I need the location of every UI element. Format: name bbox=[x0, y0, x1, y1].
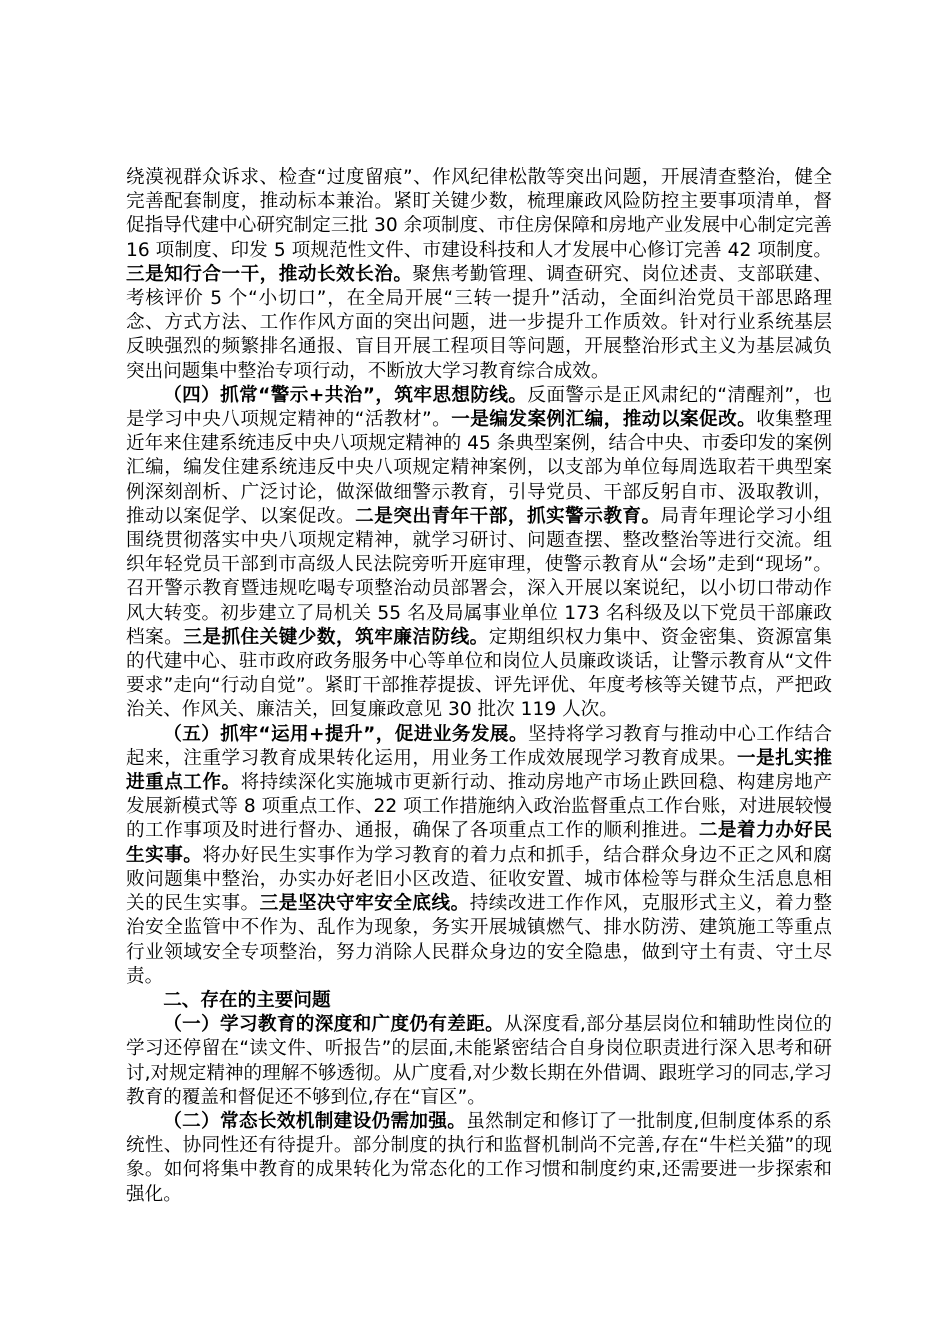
bold-text-run: 二是突出青年干部，抓实警示教育。 bbox=[355, 505, 661, 527]
text-run: 反面警示是正风肃纪的“清醒剂”，也是学习中央八项规定精神的“活教材”。 bbox=[126, 384, 832, 431]
text-run: 聚焦考勤管理、调查研究、岗位述责、支部联建、考核评价 5 个“小切口”，在全局开展“三转一提升”活动，全面纠治党员干部思路理念、方式方法、工作作风方面的突出问题，进一步提升工作质效。针对行业系统基层反映强烈的频繁排名通报、盲目开展工程项目等问题，开展整治形式主义为基层减负突出问题集中整治专项行动，不断放大学习教育综合成效。 bbox=[126, 263, 832, 382]
paragraph bbox=[126, 989, 832, 1013]
paragraph bbox=[126, 166, 832, 384]
document-body bbox=[126, 166, 832, 1207]
bold-text-run: （二）常态长效机制建设仍需加强。 bbox=[163, 1110, 467, 1132]
text-run: 将办好民生实事作为学习教育的着力点和抓手，结合群众身边不正之风和腐败问题集中整治，办实办好老旧小区改造、征收安置、城市体检等与群众生活息息相关的民生实事。 bbox=[126, 844, 832, 915]
bold-text-run: 三是抓住关键少数，筑牢廉洁防线。 bbox=[183, 626, 489, 648]
text-run: 收集整理近年来住建系统违反中央八项规定精神的 45 条典型案例，结合中央、市委印发的案例汇编，编发住建系统违反中央八项规定精神案例，以支部为单位每周选取若干典型案例深刻剖析、广泛讨论，做深做细警示教育，引导党员、干部反躬自市、汲取教训，推动以案促学、以案促改。 bbox=[126, 409, 832, 527]
bold-text-run: 二是着力办好民生实事。 bbox=[126, 820, 832, 866]
paragraph bbox=[126, 723, 832, 989]
text-run: 从深度看,部分基层岗位和辅助性岗位的学习还停留在“读文件、听报告”的层面,未能紧密结合自身岗位职责进行深入思考和研讨,对规定精神的理解不够透彻。从广度看,对少数长期在外借调、跟班学习的同志,学习教育的覆盖和督促还不够到位,存在“盲区”。 bbox=[126, 1014, 832, 1108]
text-run: 绕漠视群众诉求、检查“过度留痕”、作风纪律松散等突出问题，开展清查整治，健全完善配套制度，推动标本兼治。紧盯关键少数，梳理廉政风险防控主要事项清单，督促指导代建中心研究制定三批 30 余项制度、市住房保障和房地产业发展中心制定完善 16 项制度、印发 5 项规范性文件、市建设科技和人才发展中心修订完善 42 项制度。 bbox=[126, 167, 832, 261]
paragraph bbox=[126, 1110, 832, 1207]
bold-text-run: 一是编发案例汇编，推动以案促改。 bbox=[451, 409, 757, 431]
bold-text-run: 一是扎实推进重点工作。 bbox=[126, 747, 832, 794]
text-run: 将持续深化实施城市更新行动、推动房地产市场止跌回稳、构建房地产发展新模式等 8 项重点工作、22 项工作措施纳入政治监督重点工作台账，对进展较慢的工作事项及时进行督办、通报，确保了各项重点工作的顺利推进。 bbox=[126, 772, 832, 842]
text-run: 坚持将学习教育与推动中心工作结合起来，注重学习教育成果转化运用，用业务工作成效展现学习教育成果。 bbox=[126, 723, 832, 769]
bold-text-run: （五）抓牢“运用+提升”，促进业务发展。 bbox=[163, 723, 528, 745]
bold-text-run: （四）抓常“警示+共治”，筑牢思想防线。 bbox=[163, 384, 528, 406]
bold-text-run: 三是坚决守牢安全底线。 bbox=[259, 893, 470, 915]
bold-text-run: 二、存在的主要问题 bbox=[163, 989, 331, 1011]
text-run: 虽然制定和修订了一批制度,但制度体系的系统性、协同性还有待提升。部分制度的执行和监督机制尚不完善,存在“牛栏关猫”的现象。如何将集中教育的成果转化为常态化的工作习惯和制度约束,还需要进一步探索和强化。 bbox=[126, 1110, 832, 1205]
text-run: 持续改进工作作风，克服形式主义，着力整治安全监管中不作为、乱作为现象，务实开展城镇燃气、排水防涝、建筑施工等重点行业领域安全专项整治，努力消除人民群众身边的安全隐患，做到守土有责、守土尽责。 bbox=[126, 893, 832, 987]
paragraph bbox=[126, 384, 832, 723]
text-run: 定期组织权力集中、资金密集、资源富集的代建中心、驻市政府政务服务中心等单位和岗位人员廉政谈话，让警示教育从“文件要求”走向“行动自觉”。紧盯干部推荐提拔、评先评优、年度考核等关键节点，严把政治关、作风关、廉洁关，回复廉政意见 30 批次 119 人次。 bbox=[126, 626, 832, 721]
text-run: 局青年理论学习小组围绕贯彻落实中央八项规定精神，就学习研讨、问题查摆、整改整治等进行交流。组织年轻党员干部到市高级人民法院旁听开庭审理，使警示教育从“会场”走到“现场”。召开警示教育暨违规吃喝专项整治动员部署会，深入开展以案说纪，以小切口带动作风大转变。初步建立了局机关 55 名及局属事业单位 173 名科级及以下党员干部廉政档案。 bbox=[126, 505, 832, 648]
paragraph bbox=[126, 1013, 832, 1110]
bold-text-run: （一）学习教育的深度和广度仍有差距。 bbox=[163, 1014, 505, 1036]
bold-text-run: 三是知行合一干，推动长效长治。 bbox=[126, 263, 413, 285]
